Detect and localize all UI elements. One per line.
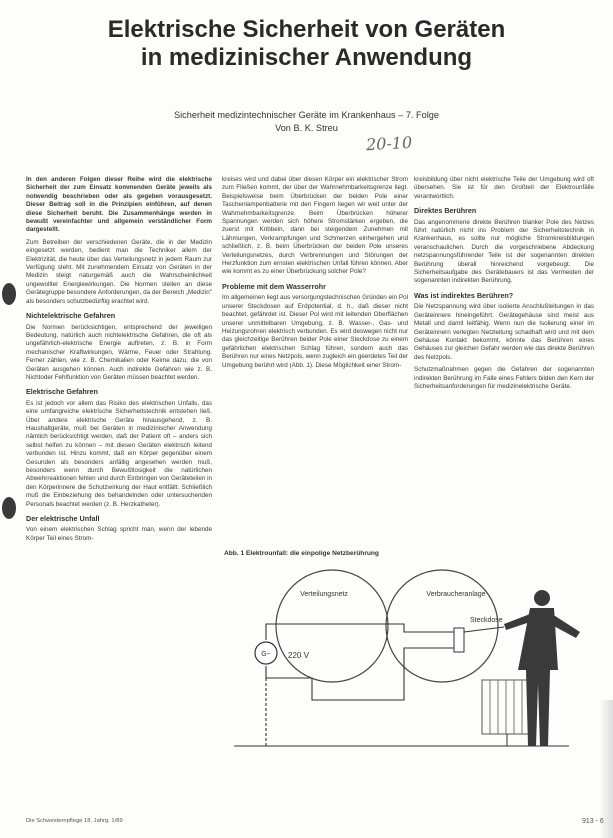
figure-diagram <box>224 550 596 800</box>
binder-hole <box>2 283 16 305</box>
label-consumer-installation: Verbraucheranlage <box>426 591 486 598</box>
person-figure-icon <box>504 590 580 746</box>
lead-paragraph: In den anderen Folgen dieser Reihe wird die elektrische Sicherheit der zum Einsatz kommenden Geräte jeweils als notwendig beschrieben oder als gegeben vorausgesetzt. Dieser Beitrag soll in die Prinzipien einführen, auf denen diese Sicherheit beruht. Die Zusammenhänge werden in bewußt vereinfachter und allgemein verständlicher Form dargestellt. <box>26 176 212 234</box>
section-heading: Direktes Berühren <box>414 206 477 216</box>
consumer-region-circle <box>386 570 498 682</box>
article-subtitle: Sicherheit medizintechnischer Geräte im Krankenhaus – 7. Folge <box>173 110 440 120</box>
generator-label: G~ <box>261 651 271 658</box>
voltage-label: 220 V <box>288 651 309 660</box>
radiator-icon <box>482 680 532 746</box>
paragraph: Im allgemeinen liegt aus versorgungstechnischen Gründen ein Pol unserer Steckdosen auf Erdpotential, d. h., daß dieser nicht beachtet, gefährdet ist. Dieser Pol wird mit leitenden Oberflächen unserer unmittelbaren Umgebung, z. B. Wasser-, Gas- und Heizungsrohren elektrisch verbunden. Es wird deswegen nicht nur das gleichzeitige Berühren beider Pole einer Steckdose zu einem gefährlichen elektrischen Schlag führen, sondern auch das Berühren nur eines Netzpols, wenn zugleich ein geerdetes Teil der Umgebung berührt wird (Abb. 1). Diese Möglichkeit einer Strom- <box>222 294 408 369</box>
paragraph: Schutzmaßnahmen gegen die Gefahren der sogenannten indirekten Berührung im Falle eines Fehlers bilden den Kern der Sicherheitsanforderungen für medizinelektrische Geräte. <box>414 366 594 390</box>
paragraph: Es ist jedoch vor allem das Risiko des elektrischen Unfalls, das eine umfangreiche elektrische Sicherheitstechnik entstehen ließ. Über andere elektrische Geräte hinausgehend, z. B. Haushaltgeräte, muß bei Geräten in medizinischer Anwendung nämlich berücksichtigt werden, daß der Patient oft – anders sich selbst helfen zu können – mit diesen Geräten elektrisch leitend verbunden ist. Hinzu kommt, daß ein Körper gegenüber einem Gesunden als besonders anfällig angesehen werden muß, besonders wenn durch Bewußtlosigkeit die natürlichen Abwehrreaktionen fehlen und durch Einbringen von Geräteteilen in den Körperinnere die Schutzwirkung der Haut entfällt. Schließlich muß die Einbeziehung des behandelnden oder untersuchenden Personals beachtet werden (z. B. Herzkatheter). <box>26 399 212 508</box>
socket-symbol <box>454 628 464 652</box>
footer-journal: Die Schwesternpflege 18. Jahrg. 1/89 <box>26 818 123 824</box>
socket-label: Steckdose <box>470 617 503 624</box>
paragraph: Zum Betreiben der verschiedenen Geräte, die in der Medizin eingesetzt werden, bedient man die Techniker allem der Elektrizität, die heute über das Verteilungsnetz in jedem Raum zur Verfügung steht. Mit zunehmendem Einsatz von Geräten in der Medizin steigt naturgemäß auch die Wahrscheinlichkeit ungewollter Energiewirkungen. Die Normen stellen an diese Gerätegruppe besondere Anforderungen, da der Bereich „Medizin" als besonders schutzbedürftig erachtet wird. <box>26 238 212 305</box>
column-2 <box>222 176 408 544</box>
paragraph: kreisbildung über nicht elektrische Teile der Umgebung wird oft übersehen. Sie ist für den Großteil der Elektrounfälle verantwortlich. <box>414 176 594 200</box>
label-distribution-grid: Verteilungsnetz <box>300 591 348 598</box>
paragraph: Das angenommene direkte Berühren blanker Pole des Netzes führt natürlich nicht ins Problem der Sicherheitstechnik in Krankenhaus, es sollte nur mögliche Stromkreisbildungen veranschaulichen. Durch die vorgeschriebene Abdeckung netzspannungsführender Teile ist der sogenannten direkten Berührung überall hinreichend vorgebeugt. Die Sicherheitsaufgabe des Gerätebauers ist das Vermeiden der sogenannten indirekten Berührung. <box>414 218 594 285</box>
title-line: Elektrische Sicherheit von Geräten <box>107 16 506 43</box>
article-author: Von B. K. Streu <box>275 123 338 133</box>
paragraph: Von einem elektrischen Schlag spricht man, wenn der lebende Körper Teil eines Strom- <box>26 526 212 542</box>
column-3 <box>414 176 594 536</box>
paragraph: kreises wird und dabei über diesen Körper ein elektrischer Strom zum Fließen kommt, der über der Wahrnehmbarkeitsgrenze liegt. Beispielsweise beim Überbrücken der beiden Pole einer Taschenlampenbatterie mit den Fingern liegen wir weit unter der Wahrnehmbarkeitsgrenze. Beim Überbrücken höherer Spannungen werden sich höhere Stromstärken ergeben, die zuerst mit Kribbeln, dann bei steigendem Zunehmen mit Lähmungen, Verkrampfungen und Schmerzen einhergehen und schließlich, z. B. beim Überbrücken der beiden Pole unseres Verteilungsnetzes, durch Verbrennungen und Störungen der Herzfunktion zum ernsten elektrischen Unfall führen können. Aber wie kommt es zu einer Überbrückung solcher Pole? <box>222 176 408 276</box>
section-heading: Elektrische Gefahren <box>26 387 98 397</box>
footer-page-number: 913 - 6 <box>582 818 604 825</box>
section-heading: Nichtelektrische Gefahren <box>26 311 116 321</box>
article-title <box>0 16 613 72</box>
paragraph: Die Normen berücksichtigen, entsprechend der jeweiligen Bedeutung, natürlich auch nichtelektrische Gefahren, die oft als ungefährlich-elektrische Energie auftreten, z. B. in Form mechanischer Kraftwirkungen, Wärme, Feuer oder Strahlung. Ferner zählen, wie z. B. Chemikalien oder Keime dazu, die von Geräten ausgehen können. Auch indirekte Gefahren wie z. B. Nichtoder Fehlfunktion von Geräten müssen beachtet werden. <box>26 323 212 381</box>
column-1 <box>26 176 212 811</box>
handwritten-note: 20-10 <box>365 132 413 155</box>
grid-region-circle <box>276 570 388 682</box>
section-heading: Probleme mit dem Wasserrohr <box>222 281 326 291</box>
paragraph: Die Netzspannung wird über isolierte Anschlußleitungen in das Geräteinnere hineingeführt. Gerätegehäuse sind meist aus Metall und damit leitfähig. Wenn nun die Isolierung einer im Geräteinnern verlegten Netzleitung schadhaft wird und mit dem Gehäuse Kontakt bekommt, könnte das Berühren eines Gehäuses zur gleichen Gefahr werden wie das direkte Berühren des Netzpols. <box>414 303 594 361</box>
title-line: in medizinischer Anwendung <box>140 44 473 71</box>
figure-caption: Abb. 1 Elektrounfall: die einpolige Netzberührung <box>224 550 379 557</box>
phase-wire <box>266 624 454 640</box>
section-heading: Was ist indirektes Berühren? <box>414 290 514 300</box>
section-heading: Der elektrische Unfall <box>26 514 100 524</box>
binder-hole <box>2 497 16 519</box>
